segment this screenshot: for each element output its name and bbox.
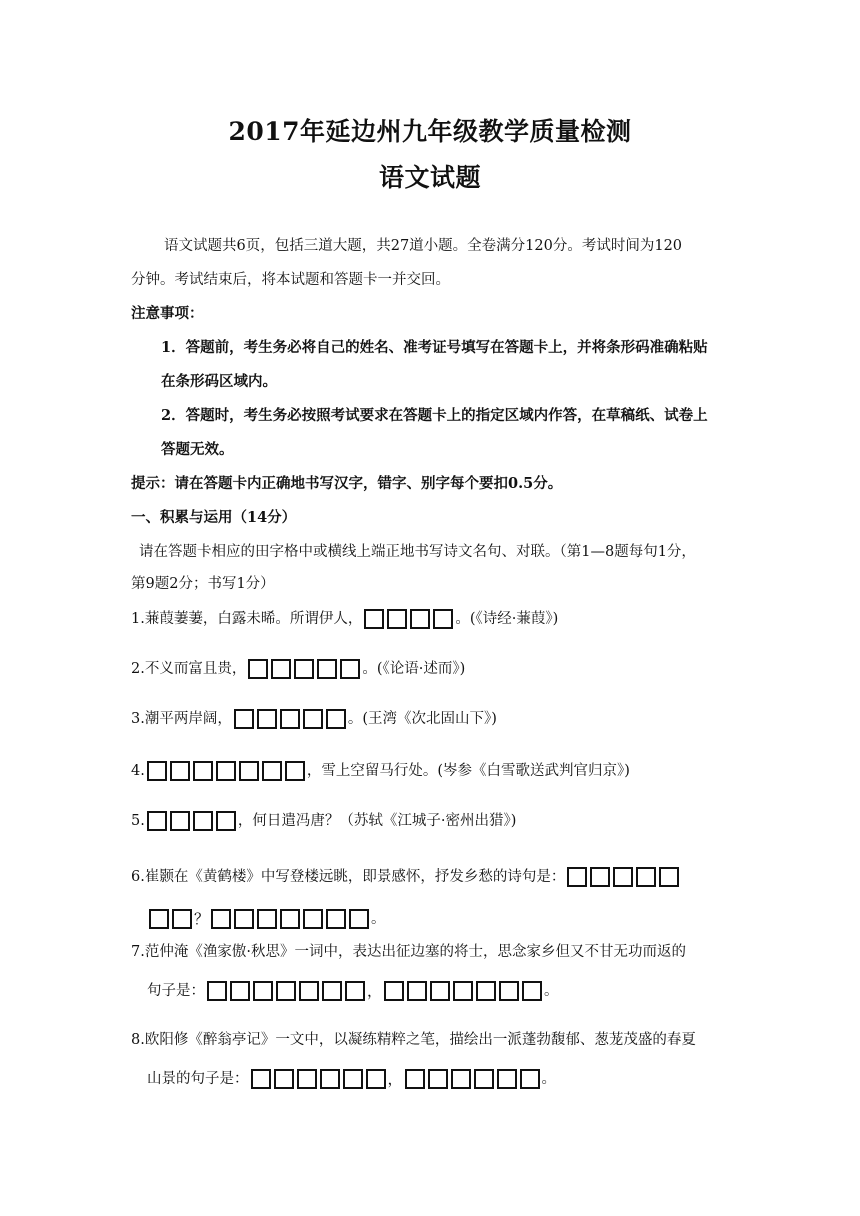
question-5-prefix: 5.: [131, 813, 145, 829]
answer-box[interactable]: [410, 609, 430, 629]
answer-boxes[interactable]: [147, 811, 236, 831]
answer-boxes[interactable]: [149, 909, 192, 929]
question-7-separator: ，: [367, 982, 383, 1000]
answer-box[interactable]: [147, 761, 167, 781]
question-5-source: ，何日遣冯唐？（苏轼《江城子·密州出猎》): [237, 813, 517, 829]
answer-box[interactable]: [172, 909, 192, 929]
intro-line-1: 语文试题共6页，包括三道大题，共27道小题。全卷满分120分。考试时间为120: [164, 238, 683, 254]
intro-line-2: 分钟。考试结束后，将本试题和答题卡一并交回。: [131, 272, 450, 288]
answer-box[interactable]: [340, 659, 360, 679]
question-1: [131, 608, 558, 630]
answer-box[interactable]: [567, 867, 587, 887]
answer-boxes[interactable]: [364, 609, 453, 629]
answer-box[interactable]: [407, 981, 427, 1001]
answer-box[interactable]: [522, 981, 542, 1001]
answer-box[interactable]: [384, 981, 404, 1001]
answer-box[interactable]: [366, 1069, 386, 1089]
question-7: [147, 980, 559, 1002]
question-3: [131, 708, 497, 730]
answer-box[interactable]: [193, 811, 213, 831]
note-2-line-1: 2．答题时，考生务必按照考试要求在答题卡上的指定区域内作答，在草稿纸、试卷上: [161, 407, 708, 424]
answer-box[interactable]: [476, 981, 496, 1001]
answer-box[interactable]: [253, 981, 273, 1001]
note-1-line-1: 1．答题前，考生务必将自己的姓名、准考证号填写在答题卡上，并将条形码准确粘贴: [161, 339, 708, 356]
answer-box[interactable]: [326, 909, 346, 929]
answer-box[interactable]: [433, 609, 453, 629]
question-6-end: 。: [371, 911, 386, 927]
answer-box[interactable]: [257, 709, 277, 729]
answer-box[interactable]: [387, 609, 407, 629]
answer-box[interactable]: [274, 1069, 294, 1089]
answer-box[interactable]: [294, 659, 314, 679]
answer-box[interactable]: [453, 981, 473, 1001]
question-6-prompt: 6.崔颢在《黄鹤楼》中写登楼远眺，即景感怀，抒发乡愁的诗句是：: [131, 869, 566, 885]
answer-box[interactable]: [428, 1069, 448, 1089]
hint: 提示：请在答题卡内正确地书写汉字，错字、别字每个要扣0.5分。: [131, 475, 563, 492]
page-title: 2017年延边州九年级教学质量检测: [228, 117, 632, 146]
answer-box[interactable]: [170, 761, 190, 781]
question-8-separator: ，: [387, 1070, 403, 1088]
answer-box[interactable]: [343, 1069, 363, 1089]
answer-box[interactable]: [303, 909, 323, 929]
answer-boxes[interactable]: [211, 909, 369, 929]
question-1-source: 。(《诗经·蒹葭》): [455, 611, 559, 627]
answer-boxes[interactable]: [405, 1069, 540, 1089]
answer-box[interactable]: [613, 867, 633, 887]
note-1-line-2: 在条形码区域内。: [161, 373, 277, 390]
question-8-prefix: 山景的句子是：: [147, 1071, 249, 1087]
question-4: [131, 760, 630, 782]
answer-box[interactable]: [257, 909, 277, 929]
answer-box[interactable]: [149, 909, 169, 929]
page-subtitle: 语文试题: [378, 163, 481, 192]
answer-box[interactable]: [405, 1069, 425, 1089]
answer-box[interactable]: [271, 659, 291, 679]
answer-box[interactable]: [322, 981, 342, 1001]
question-5: [131, 810, 516, 832]
question-6-continued: [147, 908, 386, 930]
answer-box[interactable]: [280, 709, 300, 729]
question-8: [147, 1068, 556, 1090]
answer-box[interactable]: [474, 1069, 494, 1089]
answer-box[interactable]: [280, 909, 300, 929]
answer-boxes[interactable]: [251, 1069, 386, 1089]
question-2: [131, 658, 465, 680]
answer-box[interactable]: [216, 761, 236, 781]
answer-box[interactable]: [345, 981, 365, 1001]
answer-box[interactable]: [248, 659, 268, 679]
question-2-source: 。(《论语·述而》): [362, 661, 466, 677]
answer-box[interactable]: [251, 1069, 271, 1089]
answer-box[interactable]: [499, 981, 519, 1001]
answer-box[interactable]: [230, 981, 250, 1001]
section-1-heading: 一、积累与运用（14分）: [131, 509, 297, 526]
answer-boxes[interactable]: [248, 659, 360, 679]
answer-box[interactable]: [299, 981, 319, 1001]
question-7-prefix: 句子是：: [147, 983, 205, 999]
answer-box[interactable]: [636, 867, 656, 887]
question-6-separator: ？: [194, 910, 210, 928]
question-8-end: 。: [541, 1071, 557, 1087]
question-3-source: 。(王湾《次北固山下》): [347, 711, 497, 727]
question-4-prefix: 4.: [131, 763, 145, 779]
answer-box[interactable]: [207, 981, 227, 1001]
answer-box[interactable]: [147, 811, 167, 831]
answer-box[interactable]: [276, 981, 296, 1001]
answer-boxes[interactable]: [384, 981, 542, 1001]
answer-box[interactable]: [234, 709, 254, 729]
question-6: [131, 866, 681, 888]
answer-box[interactable]: [193, 761, 213, 781]
answer-box[interactable]: [364, 609, 384, 629]
question-3-prefix: 3.潮平两岸阔，: [131, 711, 232, 727]
question-8-prompt: 8.欧阳修《醉翁亭记》一文中，以凝练精粹之笔，描绘出一派蓬勃馥郁、葱茏茂盛的春夏: [131, 1032, 696, 1048]
answer-box[interactable]: [326, 709, 346, 729]
answer-box[interactable]: [590, 867, 610, 887]
answer-box[interactable]: [262, 761, 282, 781]
answer-box[interactable]: [211, 909, 231, 929]
answer-box[interactable]: [659, 867, 679, 887]
answer-boxes[interactable]: [567, 867, 679, 887]
answer-box[interactable]: [216, 811, 236, 831]
answer-box[interactable]: [285, 761, 305, 781]
answer-box[interactable]: [451, 1069, 471, 1089]
question-1-prefix: 1.蒹葭萋萋，白露未晞。所谓伊人，: [131, 611, 363, 627]
answer-box[interactable]: [520, 1069, 540, 1089]
answer-box[interactable]: [497, 1069, 517, 1089]
answer-boxes[interactable]: [234, 709, 346, 729]
notes-heading: 注意事项：: [131, 305, 204, 322]
answer-box[interactable]: [234, 909, 254, 929]
answer-box[interactable]: [170, 811, 190, 831]
answer-box[interactable]: [320, 1069, 340, 1089]
answer-box[interactable]: [349, 909, 369, 929]
question-7-prompt: 7.范仲淹《渔家傲·秋思》一词中，表达出征边塞的将士，思念家乡但又不甘无功而返的: [131, 944, 686, 960]
answer-box[interactable]: [297, 1069, 317, 1089]
instruction-line-1: 请在答题卡相应的田字格中或横线上端正地书写诗文名句、对联。（第1—8题每句1分，: [139, 544, 696, 560]
answer-box[interactable]: [430, 981, 450, 1001]
instruction-line-2: 第9题2分；书写1分）: [131, 576, 275, 592]
answer-boxes[interactable]: [147, 761, 305, 781]
question-4-source: ，雪上空留马行处。(岑参《白雪歌送武判官归京》): [306, 763, 630, 779]
question-7-end: 。: [544, 983, 559, 999]
answer-boxes[interactable]: [207, 981, 365, 1001]
answer-box[interactable]: [317, 659, 337, 679]
answer-box[interactable]: [239, 761, 259, 781]
note-2-line-2: 答题无效。: [161, 441, 234, 458]
answer-box[interactable]: [303, 709, 323, 729]
question-2-prefix: 2.不义而富且贵，: [131, 661, 247, 677]
